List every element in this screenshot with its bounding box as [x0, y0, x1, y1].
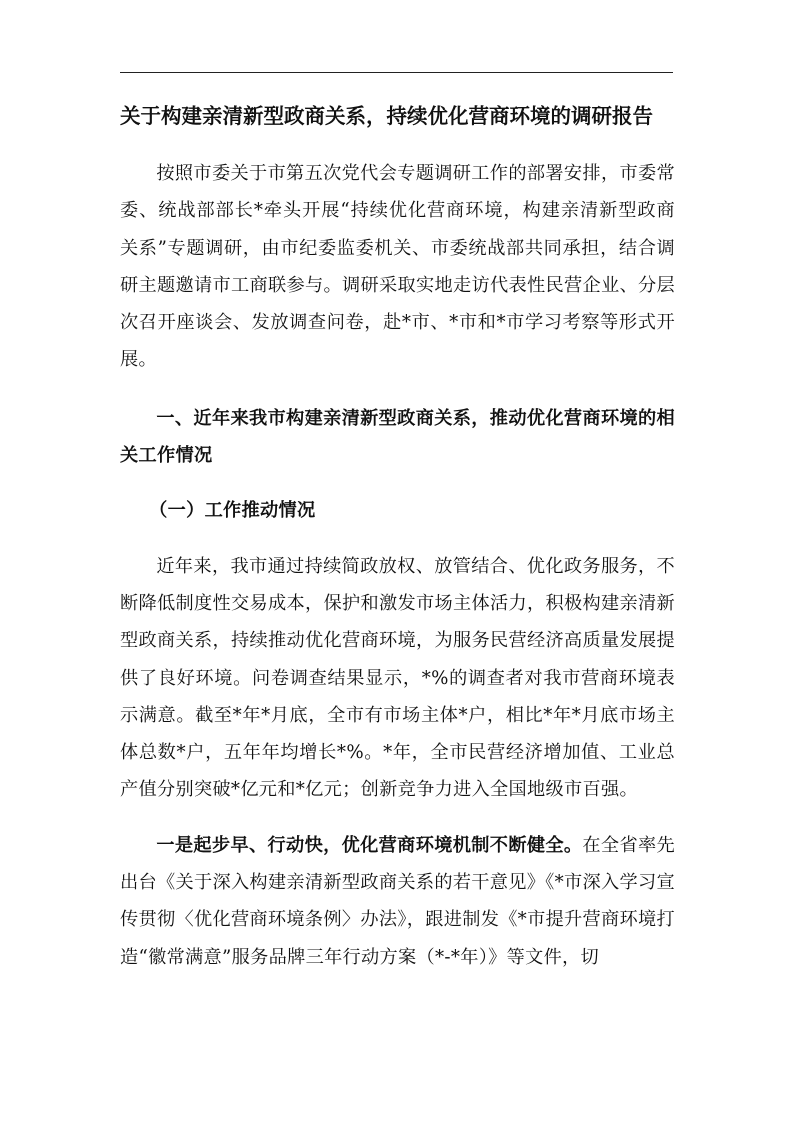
point-one-paragraph — [120, 827, 675, 976]
point-one-body: 在全省率先出台《关于深入构建亲清新型政商关系的若干意见》《*市深入学习宣传贯彻〈优化营商环境条例〉办法》，跟进制发《*市提升营商环境打造“徽常满意”服务品牌三年行动方案（*-*年）》等文件，切 — [120, 834, 675, 968]
subsection-heading-1: （一）工作推动情况 — [149, 500, 316, 522]
intro-paragraph: 按照市委关于市第五次党代会专题调研工作的部署安排，市委常委、统战部部长*牵头开展“持续优化营商环境，构建亲清新型政商关系”专题调研，由市纪委监委机关、市委统战部共同承担，结合调研主题邀请市工商联参与。调研采取实地走访代表性民营企业、分层次召开座谈会、发放调查问卷，赴*市、*市和*市学习考察等形式开展。 — [120, 163, 675, 371]
header-rule — [120, 72, 673, 73]
document-title: 关于构建亲清新型政商关系，持续优化营商环境的调研报告 — [120, 104, 653, 128]
section-heading-1: 一、近年来我市构建亲清新型政商关系，推动优化营商环境的相关工作情况 — [120, 407, 675, 467]
work-progress-paragraph: 近年来，我市通过持续简政放权、放管结合、优化政务服务，不断降低制度性交易成本，保护和激发市场主体活力，积极构建亲清新型政商关系，持续推动优化营商环境，为服务民营经济高质量发展提供了良好环境。问卷调查结果显示，*%的调查者对我市营商环境表示满意。截至*年*月底，全市有市场主体*户，相比*年*月底市场主体总数*户，五年年均增长*%。*年，全市民营经济增加值、工业总产值分别突破*亿元和*亿元；创新竞争力进入全国地级市百强。 — [120, 555, 675, 801]
point-one-lead: 一是起步早、行动快，优化营商环境机制不断健全。 — [156, 834, 583, 856]
document-body — [120, 98, 675, 976]
